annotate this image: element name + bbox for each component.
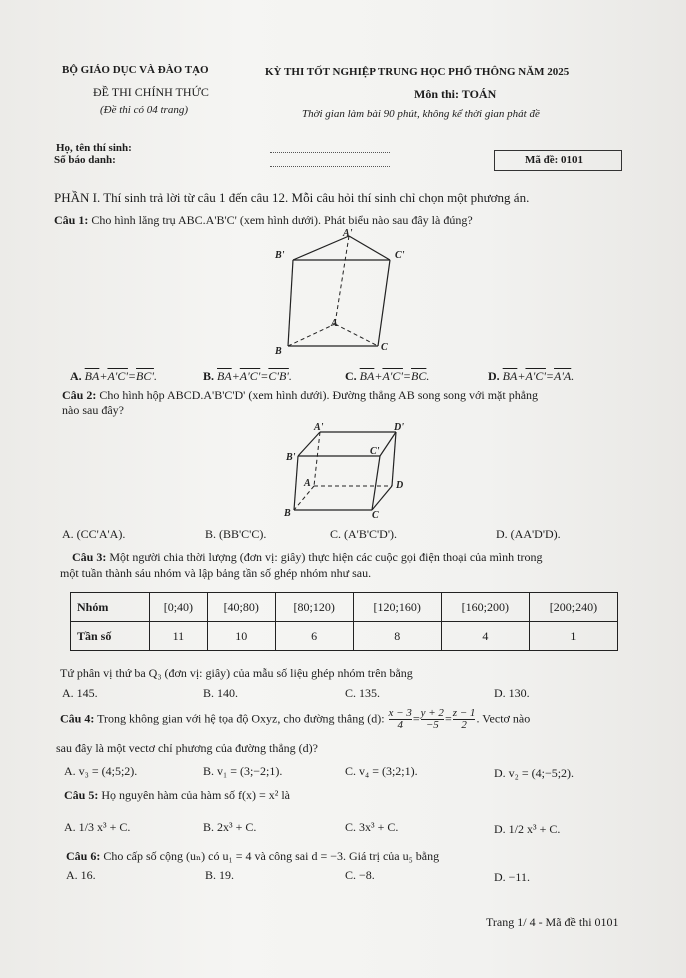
page-footer: Trang 1/ 4 - Mã đề thi 0101 (486, 915, 619, 929)
q4-option-b: B. v₁ = (3;−2;1). (203, 764, 283, 778)
table-cell: 10 (207, 622, 275, 651)
q1-option-d: D. $\overline{BA}+A'C'=A'A$. (488, 369, 575, 383)
q4-body: Trong không gian với hệ tọa độ Oxyz, cho đường thẳng (d): (97, 711, 385, 726)
label-B-prime: B' (275, 250, 285, 261)
table-cell: [200;240) (529, 593, 617, 622)
prism-figure (255, 228, 405, 358)
table-cell: 4 (441, 622, 529, 651)
q1-option-a: A. $\overline{BA}+A'C'=BC'$. (70, 369, 157, 383)
q4-label: Câu 4: (60, 711, 95, 726)
q4-fraction-x: $\frac{x - 3}{4}$ (388, 707, 412, 731)
q1-body: Cho hình lăng trụ ABC.A'B'C' (xem hình dưới). Phát biểu nào sau đây là đúng? (91, 213, 473, 227)
q6-option-b: B. 19. (205, 868, 235, 882)
q1-option-b: B. $\overline{BA}+A'C'=C'B'$. (203, 369, 292, 383)
q3-question: Tứ phân vị thứ ba Q₃ (đơn vị: giây) của mẫu số liệu ghép nhóm trên bằng (60, 666, 413, 680)
ma-de-box (494, 150, 622, 171)
q3-option-b: B. 140. (203, 686, 239, 700)
label-C: C (381, 342, 388, 353)
subject-label: Môn thi: TOÁN (414, 87, 497, 101)
frequency-table (70, 592, 618, 651)
q3-option-c: C. 135. (345, 686, 381, 700)
q5-text (64, 788, 290, 803)
label-D-prime-2: D' (394, 422, 404, 433)
official-label: ĐỀ THI CHÍNH THỨC (93, 85, 209, 99)
label-C-2: C (372, 510, 379, 520)
q1-label: Câu 1: (54, 213, 89, 227)
q3-label: Câu 3: (72, 550, 107, 564)
q5-body: Họ nguyên hàm của hàm số f(x) = x² là (101, 788, 290, 802)
exam-title: KỲ THI TỐT NGHIỆP TRUNG HỌC PHỔ THÔNG NĂM 2025 (265, 66, 570, 78)
table-cell: [0;40) (150, 593, 208, 622)
q2-text (62, 388, 538, 403)
q6-text (66, 849, 439, 864)
sbd-dotted-line (270, 166, 390, 167)
q4-fraction-y: $\frac{y + 2}{-5}$ (420, 707, 444, 731)
q4-option-a: A. v₃ = (4;5;2). (64, 764, 138, 778)
q2-body: Cho hình hộp ABCD.A'B'C'D' (xem hình dưới). Đường thẳng AB song song với mặt phẳng (99, 388, 539, 402)
table-cell: [40;80) (207, 593, 275, 622)
q3-option-a: A. 145. (62, 686, 98, 700)
ministry-name: BỘ GIÁO DỤC VÀ ĐÀO TẠO (62, 64, 209, 76)
label-A-prime: A' (343, 228, 353, 239)
label-B-prime-2: B' (286, 452, 296, 463)
pages-note: (Đề thi có 04 trang) (100, 104, 188, 116)
q3-option-d: D. 130. (494, 686, 530, 700)
q4-tail: . Vectơ nào (476, 711, 531, 726)
q4-text: Câu 4: Trong không gian với hệ tọa độ Oxyz, cho đường thẳng (d): $\frac{x - 3}{4}$ = $\frac{y + 2}{-5}$ = $\frac{z - 1}{2}$ . Vectơ nào (60, 707, 531, 731)
q3-body-line2: một tuần thành sáu nhóm và lập bảng tần số ghép nhóm như sau. (60, 566, 372, 580)
label-A-prime-2: A' (314, 422, 324, 433)
box-figure (268, 420, 418, 520)
label-B-2: B (284, 508, 291, 519)
q5-option-b: B. 2x³ + C. (203, 820, 257, 834)
table-cell: [160;200) (441, 593, 529, 622)
table-row (71, 622, 618, 651)
q2-label: Câu 2: (62, 388, 97, 402)
q3-body: Một người chia thời lượng (đơn vị: giây) thực hiện các cuộc gọi điện thoại của mình trong (109, 550, 543, 564)
table-cell: 6 (275, 622, 353, 651)
q2-option-c: C. (A'B'C'D'). (330, 527, 397, 541)
ma-de-code: Mã đề: 0101 (525, 154, 584, 166)
table-cell: 8 (353, 622, 441, 651)
q2-option-b: B. (BB'C'C). (205, 527, 267, 541)
q2-body-line2: nào sau đây? (62, 403, 124, 417)
q6-option-a: A. 16. (66, 868, 96, 882)
q6-label: Câu 6: (66, 849, 101, 863)
q6-option-d: D. −11. (494, 870, 530, 884)
q1-text (54, 213, 473, 228)
table-cell: 1 (529, 622, 617, 651)
sbd-label: Số báo danh: (54, 154, 116, 166)
q4-option-d: D. v₂ = (4;−5;2). (494, 766, 575, 780)
q2-option-a: A. (CC'A'A). (62, 527, 126, 541)
q4-option-c: C. v₄ = (3;2;1). (345, 764, 418, 778)
table-cell: [120;160) (353, 593, 441, 622)
q6-option-c: C. −8. (345, 868, 375, 882)
table-header-group: Nhóm (71, 593, 150, 622)
label-A: A (331, 318, 338, 329)
q3-text (72, 550, 542, 565)
label-C-prime-2: C' (370, 446, 380, 457)
q2-option-d: D. (AA'D'D). (496, 527, 561, 541)
table-row (71, 593, 618, 622)
part1-heading: PHẦN I. Thí sinh trả lời từ câu 1 đến câu 12. Mỗi câu hỏi thí sinh chỉ chọn một phương án. (54, 190, 530, 205)
table-cell: [80;120) (275, 593, 353, 622)
table-cell: 11 (150, 622, 208, 651)
q4-body-line2: sau đây là một vectơ chỉ phương của đường thẳng (d)? (56, 741, 318, 755)
label-C-prime: C' (395, 250, 405, 261)
label-D-2: D (396, 480, 404, 491)
q5-option-d: D. 1/2 x³ + C. (494, 822, 561, 836)
table-header-freq: Tần số (71, 622, 150, 651)
time-note: Thời gian làm bài 90 phút, không kể thời gian phát đề (302, 108, 540, 120)
label-B: B (275, 346, 282, 357)
candidate-name-label: Họ, tên thí sinh: (56, 142, 132, 154)
q6-body: Cho cấp số cộng (uₙ) có u₁ = 4 và công sai d = −3. Giá trị của u₅ bằng (103, 849, 440, 863)
q4-fraction-z: $\frac{z - 1}{2}$ (452, 707, 476, 731)
q5-option-a: A. 1/3 x³ + C. (64, 820, 131, 834)
q1-option-c: C. $\overline{BA}+A'C'=\overline{BC}$. (345, 369, 430, 383)
label-A-2: A (304, 478, 311, 489)
q5-label: Câu 5: (64, 788, 99, 802)
q5-option-c: C. 3x³ + C. (345, 820, 399, 834)
name-dotted-line (270, 152, 390, 153)
